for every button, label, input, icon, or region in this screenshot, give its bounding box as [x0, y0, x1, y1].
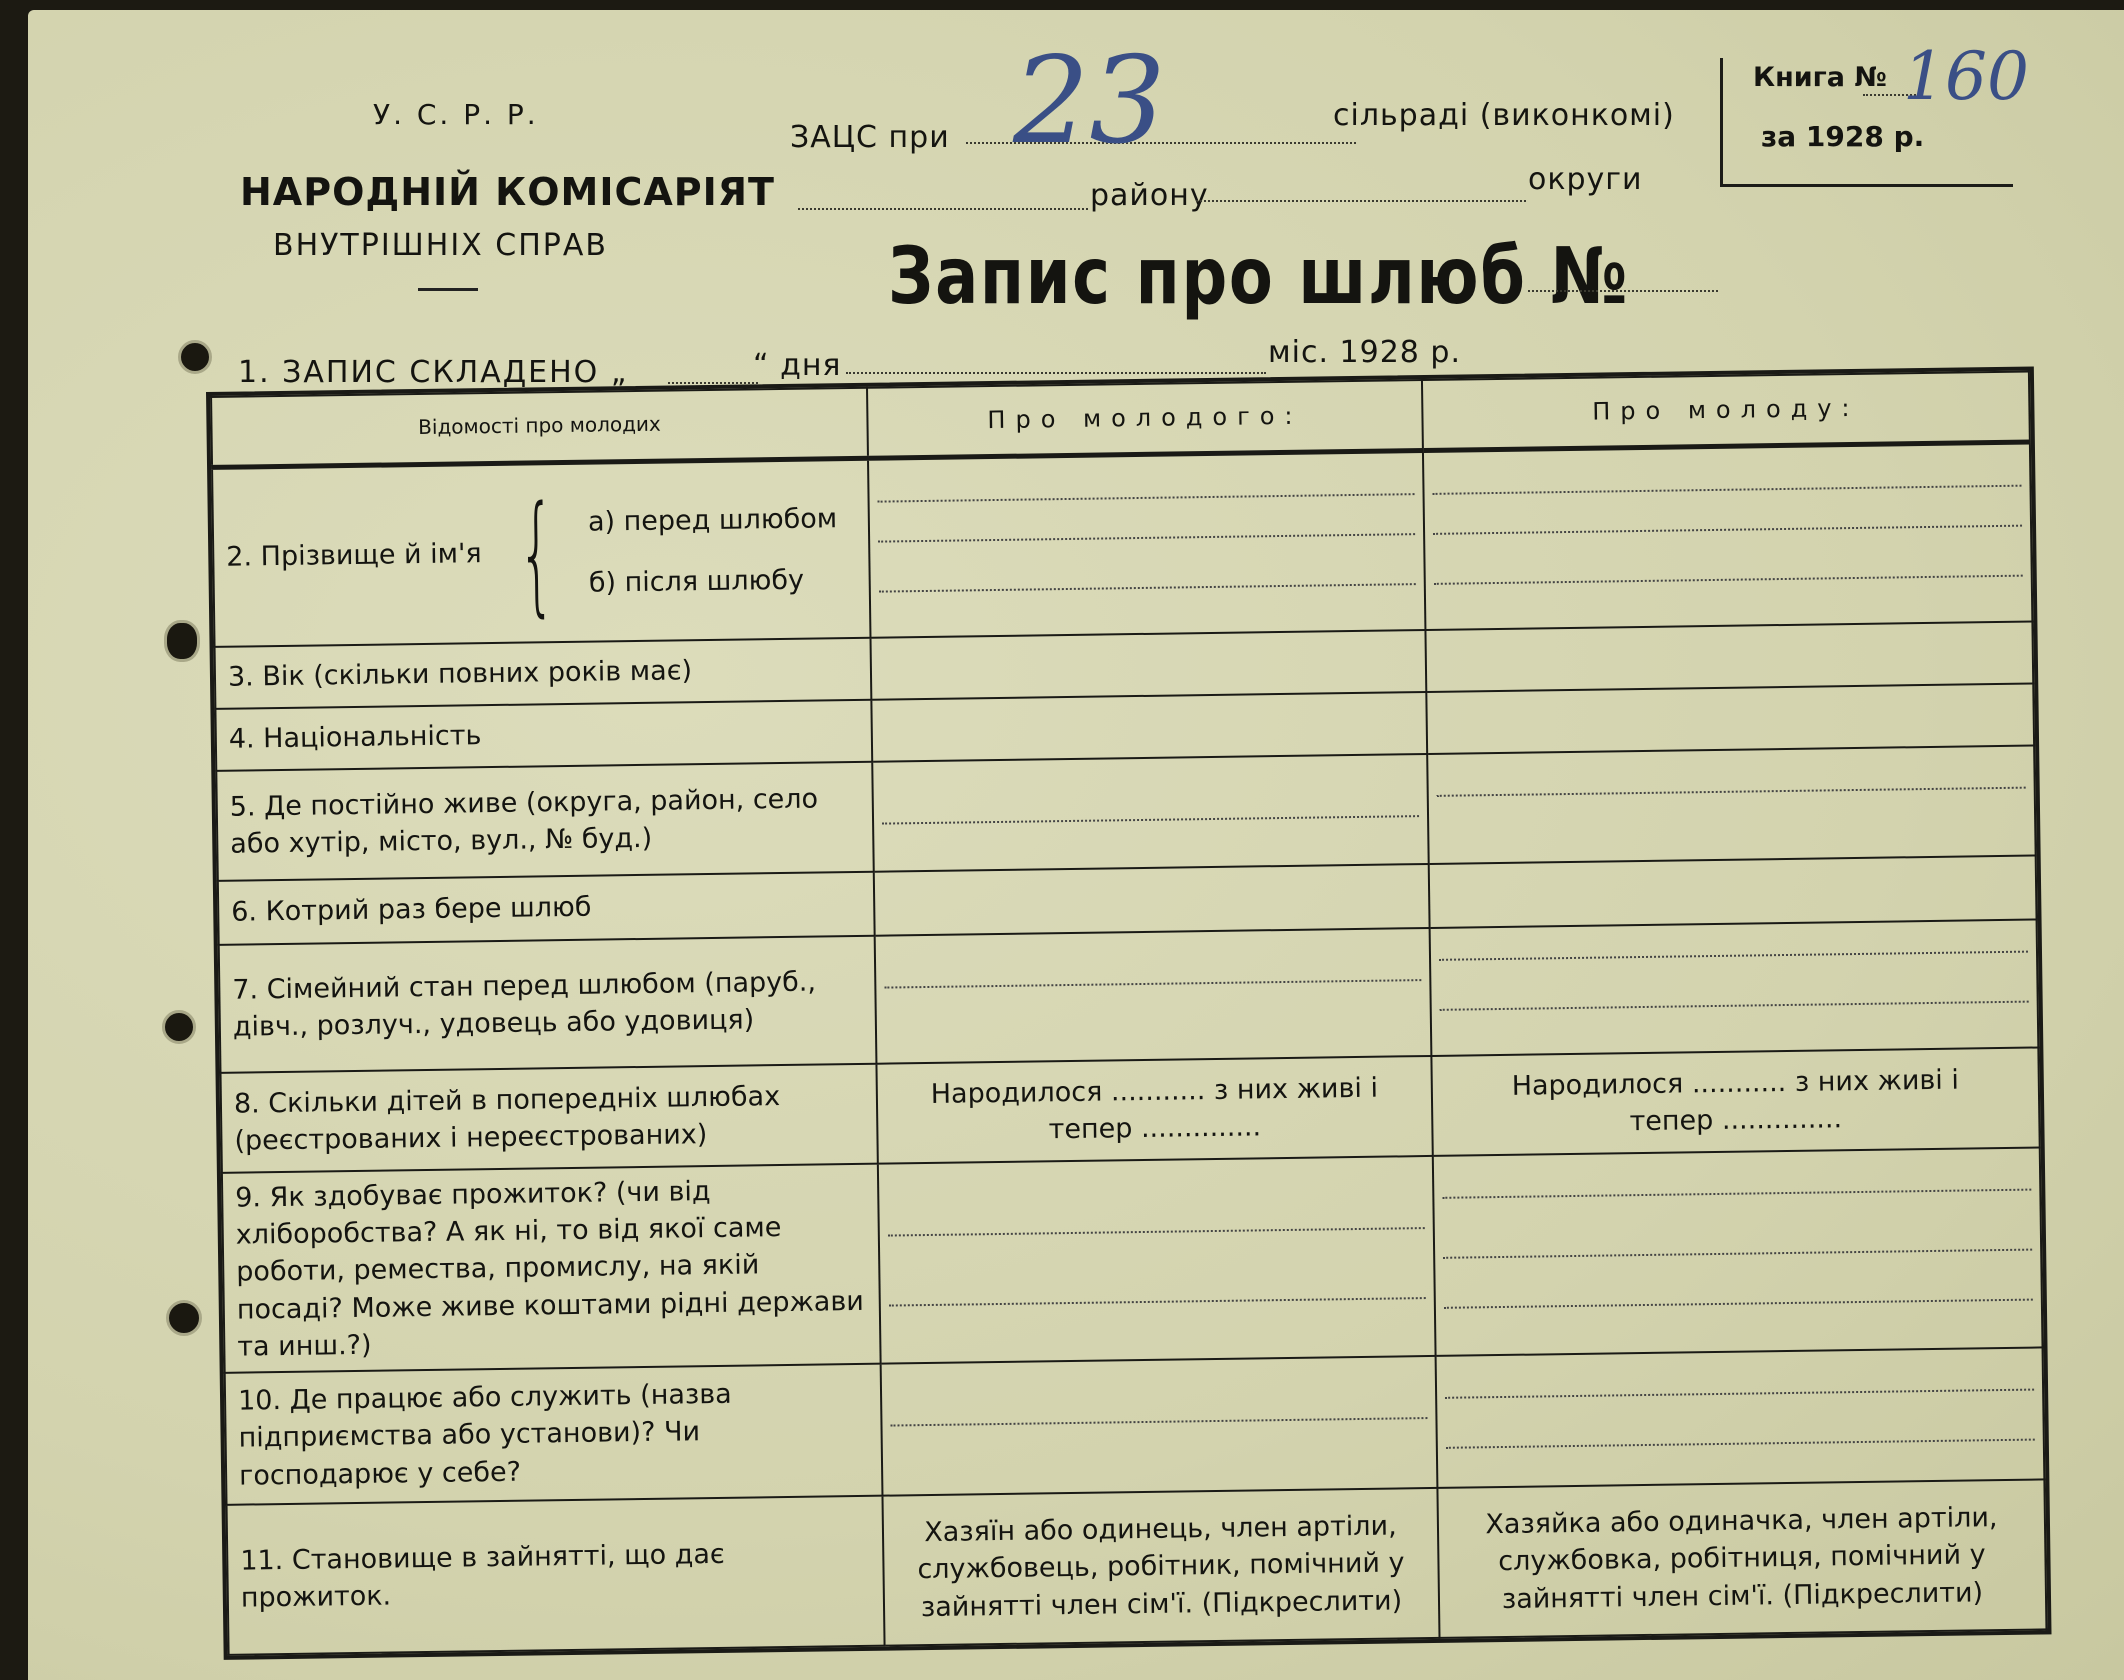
bride-residence-cell[interactable] [1427, 746, 2035, 864]
brace-symbol: { [517, 476, 557, 630]
children-label: 8. Скільки дітей в попередніх шлюбах (реєстрованих і нереєстрованих) [221, 1064, 878, 1173]
record-month-year: міс. 1928 р. [1268, 335, 1461, 370]
groom-workplace-cell[interactable] [881, 1356, 1438, 1496]
name-after-label: б) після шлюбу [588, 564, 805, 599]
groom-born-label: Народилося [930, 1076, 1103, 1110]
book-number-handwritten: 160 [1903, 38, 2029, 115]
book-year: за 1928 р. [1761, 120, 1925, 153]
bride-name-cell[interactable] [1423, 442, 2032, 630]
groom-now-label: тепер [1048, 1113, 1133, 1146]
bride-workplace-cell[interactable] [1436, 1347, 2045, 1487]
bride-now-label: тепер [1629, 1105, 1714, 1138]
groom-occupation-status-options[interactable]: Хазяїн або одинець, член артіли, службовець, робітник, помічний у зайнятті член сім'ї. (Підкреслити) [882, 1488, 1439, 1646]
marital-status-label: 7. Сімейний стан перед шлюбом (паруб., дівч., розлуч., удовець або удовиця) [219, 936, 877, 1073]
record-compiled-label: 1. ЗАПИС СКЛАДЕНО „ [238, 355, 629, 390]
ussr-label: У. С. Р. Р. [373, 98, 539, 131]
bride-marital-status-cell[interactable] [1430, 919, 2039, 1055]
council-suffix: сільраді (виконкомі) [1333, 98, 1675, 133]
internal-affairs-label: ВНУТРІШНІХ СПРАВ [273, 228, 608, 263]
bride-born-label: Народилося [1511, 1068, 1684, 1102]
district-field-line [798, 208, 1088, 210]
bride-children-cell[interactable] [1431, 1047, 2039, 1155]
binder-hole [166, 1300, 202, 1336]
bride-occupation-status-options[interactable]: Хазяйка або одиначка, член артіли, службовка, робітниця, помічний у зайнятті член сім'ї. (Підкреслити) [1437, 1479, 2046, 1637]
groom-alive-label: з них живі і [1213, 1072, 1379, 1106]
binder-hole [164, 620, 200, 662]
nationality-label: 4. Національність [215, 700, 872, 771]
document-title: Запис про шлюб № [888, 232, 1630, 322]
groom-marriage-count-cell[interactable] [874, 864, 1430, 936]
zats-prefix: ЗАЦС при [790, 120, 950, 155]
bride-age-cell[interactable] [1425, 622, 2033, 692]
book-box [1720, 38, 2029, 187]
groom-name-cell[interactable] [868, 450, 1425, 638]
bride-marriage-count-cell[interactable] [1429, 855, 2037, 927]
name-label: 2. Прізвище й ім'я [226, 538, 482, 573]
zats-handwritten-number: 23 [1013, 32, 1166, 171]
groom-nationality-cell[interactable] [871, 692, 1427, 762]
marriage-count-label: 6. Котрий раз бере шлюб [218, 872, 875, 945]
record-month-line [846, 372, 1266, 374]
dotted-gap: ........... [1102, 1074, 1215, 1108]
header-info-cell [211, 388, 868, 467]
groom-marital-status-cell[interactable] [875, 928, 1432, 1064]
binder-hole [178, 340, 212, 374]
column-header-info: Відомості про молодих [418, 411, 661, 440]
workplace-label: 10. Де працює або служить (назва підприємства або установи)? Чи господарює у себе? [225, 1364, 883, 1505]
marriage-form-table [206, 366, 2052, 1659]
bride-livelihood-cell[interactable] [1433, 1147, 2043, 1355]
residence-label: 5. Де постійно живе (округа, район, село або хутір, місто, вул., № буд.) [216, 762, 873, 881]
livelihood-label: 9. Як здобуває прожиток? (чи від хліборобства? А як ні, то від якої саме роботи, ремества, промислу, на якій посаді? Може живе коштами рідні держави та инш.?) [222, 1164, 881, 1373]
title-number-line [1528, 290, 1718, 292]
dotted-gap: .............. [1132, 1111, 1262, 1145]
dotted-gap: ........... [1683, 1066, 1796, 1100]
groom-livelihood-cell[interactable] [878, 1156, 1436, 1364]
district-label: району [1090, 178, 1209, 213]
document-page [28, 10, 2124, 1680]
groom-residence-cell[interactable] [872, 754, 1428, 872]
groom-age-cell[interactable] [870, 630, 1426, 700]
bride-alive-label: з них живі і [1794, 1064, 1960, 1098]
binder-hole [162, 1010, 196, 1044]
okrug-field-line [1196, 200, 1526, 202]
age-label: 3. Вік (скільки повних років має) [215, 638, 872, 709]
row-name-label [212, 458, 870, 647]
okrug-label: округи [1528, 162, 1643, 197]
divider [418, 288, 478, 291]
groom-children-cell[interactable] [876, 1056, 1432, 1164]
occupation-status-label: 11. Становище в зайнятті, що дає прожиток. [227, 1496, 885, 1655]
column-header-groom: Про молодого: [987, 401, 1303, 434]
header-groom-cell [867, 380, 1423, 458]
column-header-bride: Про молоду: [1592, 393, 1860, 426]
header-bride-cell [1422, 372, 2030, 450]
bride-nationality-cell[interactable] [1426, 684, 2034, 754]
book-label: Книга № [1753, 62, 1887, 93]
name-before-label: а) перед шлюбом [587, 502, 838, 538]
commissariat-label: НАРОДНІЙ КОМІСАРІЯТ [240, 170, 775, 214]
dotted-gap: .............. [1713, 1103, 1843, 1137]
record-day-label: “ дня [753, 348, 842, 383]
